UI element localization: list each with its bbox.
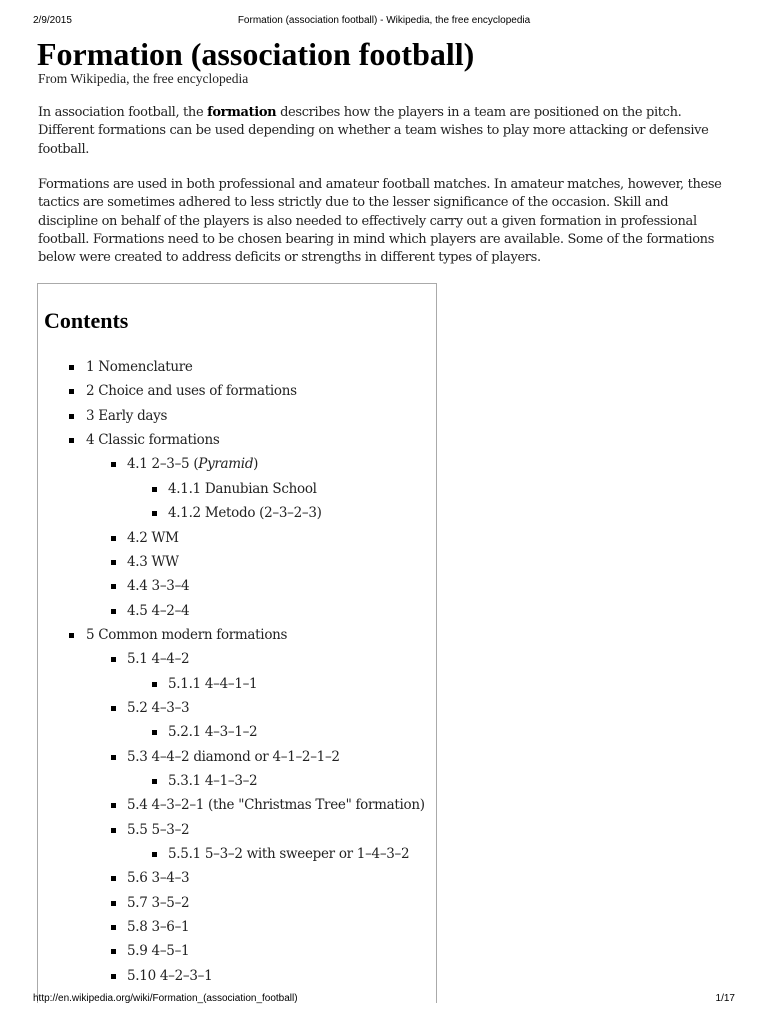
bullet-icon [69, 365, 74, 370]
bullet-icon [152, 487, 157, 492]
bullet-icon [111, 609, 116, 614]
toc-item[interactable] [38, 917, 434, 937]
toc-item[interactable] [38, 625, 434, 645]
bullet-icon [69, 438, 74, 443]
toc-link-italic: Pyramid [198, 456, 254, 473]
bullet-icon [111, 755, 116, 760]
toc-link-text: 4.4 3–3–4 [127, 578, 190, 595]
toc-link[interactable] [168, 674, 257, 694]
toc-item[interactable] [38, 576, 434, 596]
bullet-icon [111, 657, 116, 662]
toc-link[interactable] [86, 357, 193, 377]
print-date: 2/9/2015 [33, 15, 72, 26]
toc-link-text: 5 Common modern formations [86, 626, 288, 643]
toc-link-text-after: ) [253, 456, 259, 473]
toc-item[interactable] [38, 454, 434, 474]
toc-item[interactable] [38, 966, 434, 986]
bullet-icon [69, 389, 74, 394]
toc-item[interactable] [38, 844, 434, 864]
toc-link-text: 5.8 3–6–1 [127, 919, 190, 936]
toc-item[interactable] [38, 698, 434, 718]
bullet-icon [111, 536, 116, 541]
bullet-icon [152, 852, 157, 857]
toc-title: Contents [44, 308, 129, 333]
toc-link-text: 2 Choice and uses of formations [86, 383, 297, 400]
toc-link-text: 5.1.1 4–4–1–1 [168, 675, 258, 692]
toc-link-text: 3 Early days [86, 407, 168, 424]
intro-text-before: In association football, the [38, 105, 208, 120]
toc-item[interactable] [38, 795, 434, 815]
toc-link[interactable] [127, 893, 189, 913]
toc-link[interactable] [127, 820, 189, 840]
toc-link-text: 5.3.1 4–1–3–2 [168, 773, 258, 789]
bullet-icon [111, 876, 116, 881]
toc-link[interactable] [168, 479, 317, 499]
toc-link[interactable] [86, 406, 167, 426]
print-url: http://en.wikipedia.org/wiki/Formation_(association_football) [33, 993, 298, 1004]
bullet-icon [69, 414, 74, 419]
bullet-icon [111, 560, 116, 565]
print-page-title: Formation (association football) - Wikipedia, the free encyclopedia [237, 15, 531, 26]
bullet-icon [111, 925, 116, 930]
toc-link[interactable] [127, 868, 189, 888]
toc-link[interactable] [127, 917, 189, 937]
bullet-icon [152, 682, 157, 687]
toc-link-text: 4 Classic formations [86, 432, 220, 449]
toc-link[interactable] [168, 722, 257, 742]
toc-link[interactable] [127, 698, 189, 718]
toc-link[interactable] [127, 528, 179, 548]
toc-link[interactable] [127, 454, 258, 474]
toc-item[interactable] [38, 747, 434, 767]
toc-item[interactable] [38, 357, 434, 377]
toc-link-text: 5.10 4–2–3–1 [127, 967, 213, 984]
toc-link-text: 4.1 2–3–5 ( [127, 456, 199, 473]
toc-link[interactable] [127, 795, 425, 815]
toc-link[interactable] [86, 625, 287, 645]
toc-link-text: 4.2 WM [127, 529, 179, 546]
toc-item[interactable] [38, 771, 434, 791]
toc-item[interactable] [38, 674, 434, 694]
toc-link[interactable] [168, 503, 322, 523]
bullet-icon [111, 828, 116, 833]
toc-link[interactable] [127, 941, 189, 961]
toc-link[interactable] [127, 552, 179, 572]
toc-item[interactable] [38, 528, 434, 548]
toc-item[interactable] [38, 601, 434, 621]
toc-link-text: 5.5 5–3–2 [127, 821, 190, 838]
toc-link-text: 4.3 WW [127, 553, 179, 570]
toc-link[interactable] [127, 576, 189, 596]
bullet-icon [111, 803, 116, 808]
toc-link-text: 4.5 4–2–4 [127, 602, 190, 619]
bullet-icon [111, 974, 116, 979]
intro-paragraph-2: Formations are used in both professional and amateur football matches. In amateur matches, however, these tactics are sometimes adhered to less strictly due to the lesser significance of the occasion. Skill and discipline on behalf of the players is also needed to effectively carry out a given formation in professional football. Formations need to be chosen bearing in mind which players are available. Some of the formations below were created to address deficits or strengths in different types of players. [38, 177, 722, 266]
toc-item[interactable] [38, 430, 434, 450]
bullet-icon [111, 901, 116, 906]
intro-paragraph-1 [38, 104, 728, 159]
toc-item[interactable] [38, 893, 434, 913]
toc-item[interactable] [38, 381, 434, 401]
page-title: Formation (association football) [37, 36, 475, 72]
toc-link-text: 5.1 4–4–2 [127, 651, 190, 668]
toc-link-text: 1 Nomenclature [86, 359, 193, 375]
bullet-icon [111, 584, 116, 589]
toc-item[interactable] [38, 722, 434, 742]
intro-bold-term: formation [207, 105, 277, 120]
site-tagline: From Wikipedia, the free encyclopedia [38, 71, 249, 86]
toc-item[interactable] [38, 649, 434, 669]
bullet-icon [152, 730, 157, 735]
toc-link[interactable] [127, 966, 212, 986]
toc-link-text: 5.6 3–4–3 [127, 870, 190, 887]
table-of-contents [37, 283, 437, 1003]
toc-link-text: 5.5.1 5–3–2 with sweeper or 1–4–3–2 [168, 846, 410, 862]
bullet-icon [69, 633, 74, 638]
toc-item[interactable] [38, 868, 434, 888]
toc-link-text: 4.1.2 Metodo (2–3–2–3) [168, 505, 322, 522]
toc-item[interactable] [38, 552, 434, 572]
toc-link[interactable] [168, 771, 257, 791]
toc-link[interactable] [86, 381, 297, 401]
bullet-icon [152, 779, 157, 784]
print-footer [0, 993, 768, 1007]
toc-link[interactable] [127, 747, 340, 767]
toc-link[interactable] [86, 430, 220, 450]
toc-link-text: 5.4 4–3–2–1 (the "Christmas Tree" formation) [127, 797, 425, 814]
toc-item[interactable] [38, 406, 434, 426]
toc-link-text: 5.9 4–5–1 [127, 943, 190, 960]
toc-link[interactable] [127, 601, 189, 621]
toc-item[interactable] [38, 503, 434, 523]
intro-text-after: describes how the players in a team are positioned on the pitch. Different formations can be used depending on whether a team wishes to play more attacking or defensive football. [38, 105, 709, 157]
bullet-icon [111, 462, 116, 467]
toc-link-text: 5.7 3–5–2 [127, 894, 190, 911]
toc-item[interactable] [38, 941, 434, 961]
toc-item[interactable] [38, 479, 434, 499]
print-header [0, 15, 768, 31]
print-page-number: 1/17 [715, 993, 735, 1004]
bullet-icon [111, 949, 116, 954]
toc-link[interactable] [168, 844, 409, 864]
toc-link-text: 5.2.1 4–3–1–2 [168, 724, 258, 741]
bullet-icon [152, 511, 157, 516]
toc-link-text: 5.3 4–4–2 diamond or 4–1–2–1–2 [127, 748, 340, 765]
toc-link-text: 5.2 4–3–3 [127, 699, 190, 716]
toc-link-text: 4.1.1 Danubian School [168, 480, 317, 497]
bullet-icon [111, 706, 116, 711]
toc-item[interactable] [38, 820, 434, 840]
toc-link[interactable] [127, 649, 189, 669]
